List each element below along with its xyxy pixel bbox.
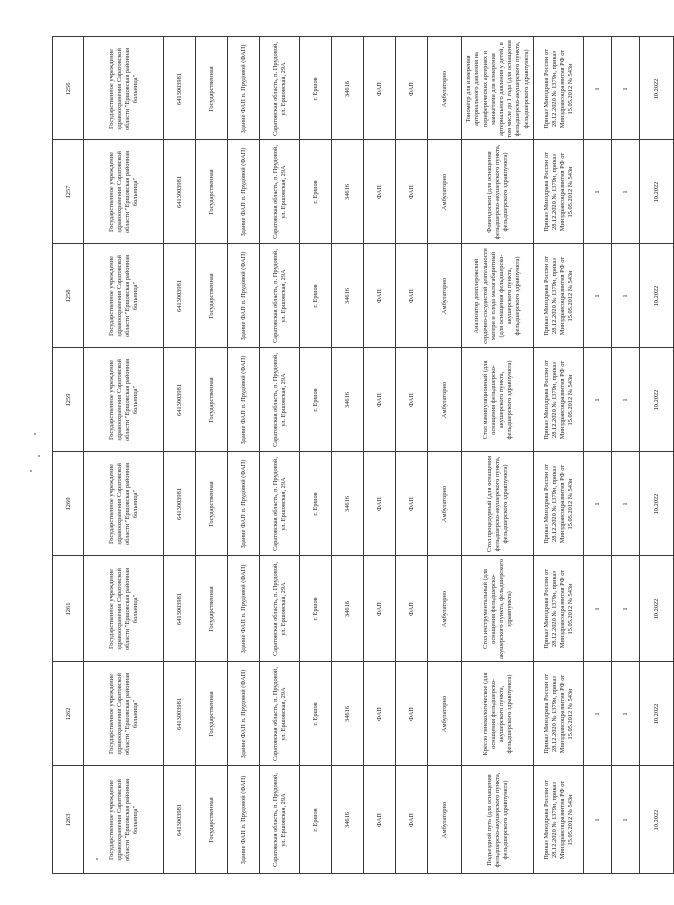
org_name-text: Государственное учреждение здравоохранения Саратовской области "Ершовская районная больница" (107, 47, 140, 131)
cell-oktmo (332, 348, 364, 452)
building-text: Здание ФАП п. Прудовой (ФАП) (239, 669, 247, 759)
type-text: ФАП (375, 497, 383, 511)
cell-ogrn (164, 766, 196, 874)
id-text: 1259 (64, 393, 72, 407)
scan-speck (96, 858, 98, 860)
ownership-text: Государственная (207, 797, 215, 843)
cell-service_types (462, 244, 534, 348)
type-text: ФАП (375, 82, 383, 96)
locality-text: г. Ершов (311, 597, 319, 621)
n2-text: 1 (621, 818, 629, 822)
ownership-text: Государственная (207, 586, 215, 632)
ogrn-text: 6413003981 (175, 488, 183, 520)
oktmo-text: 34616 (343, 288, 351, 304)
license_doc-text: Приказ Минздрава России от 28.12.2020 № 1379н, приказ Минздравсоцразвития РФ от 15.05.2012 № 543н (542, 49, 575, 129)
cell-locality (300, 140, 332, 244)
cell-n2 (612, 348, 640, 452)
n1-text: 1 (593, 502, 601, 506)
cell-year (640, 140, 674, 244)
subtype-text: ФАП (407, 289, 415, 303)
cell-ogrn (164, 348, 196, 452)
ownership-text: Государственная (207, 481, 215, 527)
cell-license_doc (534, 662, 584, 766)
ogrn-text: 6413003981 (175, 384, 183, 416)
cell-year (640, 452, 674, 556)
cell-ownership (196, 662, 228, 766)
cell-org_name (84, 556, 164, 662)
care_form-text: Амбулаторно (440, 590, 448, 628)
cell-n2 (612, 766, 640, 874)
n2-text: 1 (621, 190, 629, 194)
cell-care_form (428, 36, 462, 140)
address-text: Саратовская область, п. Прудовой, ул. Ершовская, 29А (271, 249, 287, 343)
license_doc-text: Приказ Минздрава России от 28.12.2020 № 1379н, приказ Минздравсоцразвития РФ от 15.05.2012 № 543н (542, 152, 575, 232)
cell-subtype (396, 452, 428, 556)
cell-type (364, 244, 396, 348)
cell-care_form (428, 766, 462, 874)
cell-year (640, 662, 674, 766)
locality-text: г. Ершов (311, 808, 319, 832)
org_name-text: Государственное учреждение здравоохранения Саратовской области "Ершовская районная больница" (107, 254, 140, 338)
cell-id (52, 36, 84, 140)
cell-n1 (584, 36, 612, 140)
n2-text: 1 (621, 294, 629, 298)
locality-text: г. Ершов (311, 492, 319, 516)
ownership-text: Государственная (207, 273, 215, 319)
license_doc-text: Приказ Минздрава России от 28.12.2020 № 1379н, приказ Минздравсоцразвития РФ от 15.05.2012 № 543н (542, 360, 575, 440)
cell-subtype (396, 556, 428, 662)
address-text: Саратовская область, п. Прудовой, ул. Ершовская, 29А (271, 562, 287, 656)
cell-address (260, 766, 300, 874)
cell-subtype (396, 244, 428, 348)
year-text: 10.2022 (652, 703, 660, 725)
type-text: ФАП (375, 813, 383, 827)
service_types-text: Стол процедурный (для оснащения фельдшерско-акушерского пункта, фельдшерского здравпункта) (485, 455, 510, 553)
cell-care_form (428, 244, 462, 348)
address-text: Саратовская область, п. Прудовой, ул. Ершовская, 29А (271, 773, 287, 867)
id-text: 1257 (64, 185, 72, 199)
n2-text: 1 (621, 87, 629, 91)
cell-subtype (396, 140, 428, 244)
service_types-text: Стол инструментальный (для оснащения фельдшерско-акушерского пункта, фельдшерского здравпункта) (481, 559, 514, 659)
cell-building (228, 140, 260, 244)
cell-org_name (84, 140, 164, 244)
cell-oktmo (332, 244, 364, 348)
year-text: 10.2022 (652, 598, 660, 620)
license_doc-text: Приказ Минздрава России от 28.12.2020 № 1379н, приказ Минздравсоцразвития РФ от 15.05.2012 № 543н (542, 569, 575, 649)
cell-address (260, 452, 300, 556)
id-text: 1263 (64, 813, 72, 827)
n2-text: 1 (621, 398, 629, 402)
type-text: ФАП (375, 602, 383, 616)
cell-id (52, 452, 84, 556)
cell-ownership (196, 244, 228, 348)
year-text: 10.2022 (652, 493, 660, 515)
cell-building (228, 348, 260, 452)
cell-building (228, 766, 260, 874)
scan-speck (30, 470, 32, 472)
subtype-text: ФАП (407, 393, 415, 407)
cell-ownership (196, 452, 228, 556)
cell-subtype (396, 662, 428, 766)
care_form-text: Амбулаторно (440, 277, 448, 315)
license_doc-text: Приказ Минздрава России от 28.12.2020 № 1379н, приказ Минздравсоцразвития РФ от 15.05.2012 № 543н (542, 464, 575, 544)
cell-type (364, 36, 396, 140)
cell-ownership (196, 556, 228, 662)
cell-service_types (462, 140, 534, 244)
building-text: Здание ФАП п. Прудовой (ФАП) (239, 459, 247, 549)
year-text: 10.2022 (652, 285, 660, 307)
cell-ownership (196, 140, 228, 244)
cell-care_form (428, 452, 462, 556)
cell-type (364, 348, 396, 452)
cell-subtype (396, 348, 428, 452)
cell-n1 (584, 348, 612, 452)
cell-org_name (84, 662, 164, 766)
ownership-text: Государственная (207, 377, 215, 423)
cell-ogrn (164, 662, 196, 766)
building-text: Здание ФАП п. Прудовой (ФАП) (239, 44, 247, 134)
ogrn-text: 6413003981 (175, 593, 183, 625)
cell-subtype (396, 36, 428, 140)
cell-service_types (462, 766, 534, 874)
cell-ownership (196, 348, 228, 452)
locality-text: г. Ершов (311, 180, 319, 204)
cell-subtype (396, 766, 428, 874)
cell-type (364, 766, 396, 874)
cell-license_doc (534, 348, 584, 452)
building-text: Здание ФАП п. Прудовой (ФАП) (239, 355, 247, 445)
cell-ogrn (164, 244, 196, 348)
cell-oktmo (332, 140, 364, 244)
cell-service_types (462, 556, 534, 662)
ownership-text: Государственная (207, 66, 215, 112)
scan-speck (34, 433, 36, 435)
cell-n1 (584, 766, 612, 874)
address-text: Саратовская область, п. Прудовой, ул. Ершовская, 29А (271, 667, 287, 761)
oktmo-text: 34616 (343, 706, 351, 722)
cell-license_doc (534, 556, 584, 662)
subtype-text: ФАП (407, 82, 415, 96)
cell-year (640, 556, 674, 662)
org_name-text: Государственное учреждение здравоохранения Саратовской области "Ершовская районная больница" (107, 778, 140, 862)
cell-oktmo (332, 556, 364, 662)
cell-building (228, 244, 260, 348)
care_form-text: Амбулаторно (440, 173, 448, 211)
ogrn-text: 6413003981 (175, 698, 183, 730)
cell-type (364, 140, 396, 244)
cell-oktmo (332, 766, 364, 874)
id-text: 1258 (64, 289, 72, 303)
service_types-text: Анализатор допплеровский сердечно-сосудистой деятельности матери и плода малогабаритный (для оснащения фельдшерско-акушерского пункта, фельдшерского здравпункта) (473, 248, 522, 344)
year-text: 10.2022 (652, 809, 660, 831)
cell-locality (300, 452, 332, 556)
cell-ownership (196, 36, 228, 140)
oktmo-text: 34616 (343, 81, 351, 97)
cell-id (52, 140, 84, 244)
cell-n2 (612, 452, 640, 556)
building-text: Здание ФАП п. Прудовой (ФАП) (239, 564, 247, 654)
cell-locality (300, 244, 332, 348)
cell-n1 (584, 452, 612, 556)
cell-license_doc (534, 766, 584, 874)
year-text: 10.2022 (652, 78, 660, 100)
oktmo-text: 34616 (343, 184, 351, 200)
care_form-text: Амбулаторно (440, 485, 448, 523)
id-text: 1256 (64, 82, 72, 96)
cell-address (260, 140, 300, 244)
cell-care_form (428, 140, 462, 244)
scan-speck (38, 455, 40, 457)
subtype-text: ФАП (407, 185, 415, 199)
ogrn-text: 6413003981 (175, 176, 183, 208)
cell-license_doc (534, 140, 584, 244)
cell-n1 (584, 140, 612, 244)
cell-type (364, 556, 396, 662)
locality-text: г. Ершов (311, 77, 319, 101)
care_form-text: Амбулаторно (440, 70, 448, 108)
license_doc-text: Приказ Минздрава России от 28.12.2020 № 1379н, приказ Минздравсоцразвития РФ от 15.05.2012 № 543н (542, 256, 575, 336)
address-text: Саратовская область, п. Прудовой, ул. Ершовская, 29А (271, 42, 287, 136)
id-text: 1262 (64, 707, 72, 721)
cell-year (640, 36, 674, 140)
n1-text: 1 (593, 607, 601, 611)
oktmo-text: 34616 (343, 601, 351, 617)
cell-ogrn (164, 140, 196, 244)
cell-id (52, 662, 84, 766)
org_name-text: Государственное учреждение здравоохранения Саратовской области "Ершовская районная больница" (107, 567, 140, 651)
cell-building (228, 662, 260, 766)
cell-n2 (612, 140, 640, 244)
cell-care_form (428, 556, 462, 662)
n1-text: 1 (593, 294, 601, 298)
building-text: Здание ФАП п. Прудовой (ФАП) (239, 147, 247, 237)
org_name-text: Государственное учреждение здравоохранения Саратовской области "Ершовская районная больница" (107, 462, 140, 546)
building-text: Здание ФАП п. Прудовой (ФАП) (239, 251, 247, 341)
n1-text: 1 (593, 398, 601, 402)
cell-locality (300, 766, 332, 874)
cell-address (260, 556, 300, 662)
cell-care_form (428, 348, 462, 452)
ownership-text: Государственная (207, 169, 215, 215)
oktmo-text: 34616 (343, 392, 351, 408)
n2-text: 1 (621, 607, 629, 611)
id-text: 1261 (64, 602, 72, 616)
org_name-text: Государственное учреждение здравоохранения Саратовской области "Ершовская районная больница" (107, 672, 140, 756)
cell-year (640, 766, 674, 874)
cell-n2 (612, 556, 640, 662)
cell-id (52, 766, 84, 874)
ownership-text: Государственная (207, 691, 215, 737)
type-text: ФАП (375, 707, 383, 721)
oktmo-text: 34616 (343, 812, 351, 828)
cell-ownership (196, 766, 228, 874)
cell-locality (300, 348, 332, 452)
subtype-text: ФАП (407, 707, 415, 721)
cell-oktmo (332, 662, 364, 766)
type-text: ФАП (375, 185, 383, 199)
care_form-text: Амбулаторно (440, 381, 448, 419)
n1-text: 1 (593, 190, 601, 194)
cell-n1 (584, 556, 612, 662)
cell-org_name (84, 348, 164, 452)
cell-address (260, 36, 300, 140)
subtype-text: ФАП (407, 497, 415, 511)
cell-id (52, 244, 84, 348)
cell-org_name (84, 452, 164, 556)
cell-license_doc (534, 452, 584, 556)
ogrn-text: 6413003981 (175, 280, 183, 312)
cell-n2 (612, 36, 640, 140)
cell-locality (300, 36, 332, 140)
address-text: Саратовская область, п. Прудовой, ул. Ершовская, 29А (271, 353, 287, 447)
org_name-text: Государственное учреждение здравоохранения Саратовской области "Ершовская районная больница" (107, 358, 140, 442)
cell-ogrn (164, 36, 196, 140)
service_types-text: Кресло гинекологическое (для оснащения фельдшерско-акушерского пункта, фельдшерского здравпункта) (481, 672, 514, 756)
cell-type (364, 662, 396, 766)
cell-org_name (84, 244, 164, 348)
n2-text: 1 (621, 712, 629, 716)
cell-care_form (428, 662, 462, 766)
id-text: 1260 (64, 497, 72, 511)
n1-text: 1 (593, 818, 601, 822)
cell-service_types (462, 452, 534, 556)
service_types-text: Тонометр для измерения артериального давления на периферических артериях и манжетами для измерения артериального давления у детей, в том числе до 1 года (для оснащения фельдшерско-акушерского пункта, фельдшерского здравпункта) (465, 40, 530, 138)
type-text: ФАП (375, 393, 383, 407)
locality-text: г. Ершов (311, 388, 319, 412)
license_doc-text: Приказ Минздрава России от 28.12.2020 № 1379н, приказ Минздравсоцразвития РФ от 15.05.2012 № 543н (542, 674, 575, 754)
cell-id (52, 556, 84, 662)
year-text: 10.2022 (652, 181, 660, 203)
cell-oktmo (332, 452, 364, 556)
type-text: ФАП (375, 289, 383, 303)
cell-address (260, 348, 300, 452)
cell-building (228, 452, 260, 556)
subtype-text: ФАП (407, 602, 415, 616)
cell-locality (300, 662, 332, 766)
cell-service_types (462, 348, 534, 452)
cell-year (640, 244, 674, 348)
equipment-table (52, 36, 660, 874)
cell-service_types (462, 662, 534, 766)
care_form-text: Амбулаторно (440, 801, 448, 839)
cell-address (260, 244, 300, 348)
locality-text: г. Ершов (311, 284, 319, 308)
care_form-text: Амбулаторно (440, 695, 448, 733)
cell-n2 (612, 662, 640, 766)
address-text: Саратовская область, п. Прудовой, ул. Ершовская, 29А (271, 145, 287, 239)
ogrn-text: 6413003981 (175, 73, 183, 105)
cell-n1 (584, 244, 612, 348)
cell-type (364, 452, 396, 556)
cell-license_doc (534, 36, 584, 140)
cell-year (640, 348, 674, 452)
cell-building (228, 36, 260, 140)
cell-n2 (612, 244, 640, 348)
oktmo-text: 34616 (343, 496, 351, 512)
license_doc-text: Приказ Минздрава России от 28.12.2020 № 1379н, приказ Минздравсоцразвития РФ от 15.05.2012 № 543н (542, 780, 575, 860)
n2-text: 1 (621, 502, 629, 506)
service_types-text: Фонендоскоп (для оснащения фельдшерско-акушерского пункта, фельдшерского здравпункта) (485, 144, 510, 240)
n1-text: 1 (593, 712, 601, 716)
cell-oktmo (332, 36, 364, 140)
cell-license_doc (534, 244, 584, 348)
subtype-text: ФАП (407, 813, 415, 827)
service_types-text: Стол манипуляционный (для оснащения фельдшерско-акушерского пункта, фельдшерского здравпункта) (481, 360, 514, 440)
org_name-text: Государственное учреждение здравоохранения Саратовской области "Ершовская районная больница" (107, 150, 140, 234)
building-text: Здание ФАП п. Прудовой (ФАП) (239, 775, 247, 865)
cell-ogrn (164, 452, 196, 556)
cell-ogrn (164, 556, 196, 662)
cell-address (260, 662, 300, 766)
cell-id (52, 348, 84, 452)
locality-text: г. Ершов (311, 702, 319, 726)
cell-building (228, 556, 260, 662)
cell-org_name (84, 36, 164, 140)
ogrn-text: 6413003981 (175, 804, 183, 836)
cell-n1 (584, 662, 612, 766)
n1-text: 1 (593, 87, 601, 91)
cell-service_types (462, 36, 534, 140)
address-text: Саратовская область, п. Прудовой, ул. Ершовская, 29А (271, 457, 287, 551)
cell-locality (300, 556, 332, 662)
service_types-text: Подъездной путь (для оснащения фельдшерско-акушерского пункта, фельдшерского здравпункта) (485, 772, 510, 868)
year-text: 10.2022 (652, 389, 660, 411)
